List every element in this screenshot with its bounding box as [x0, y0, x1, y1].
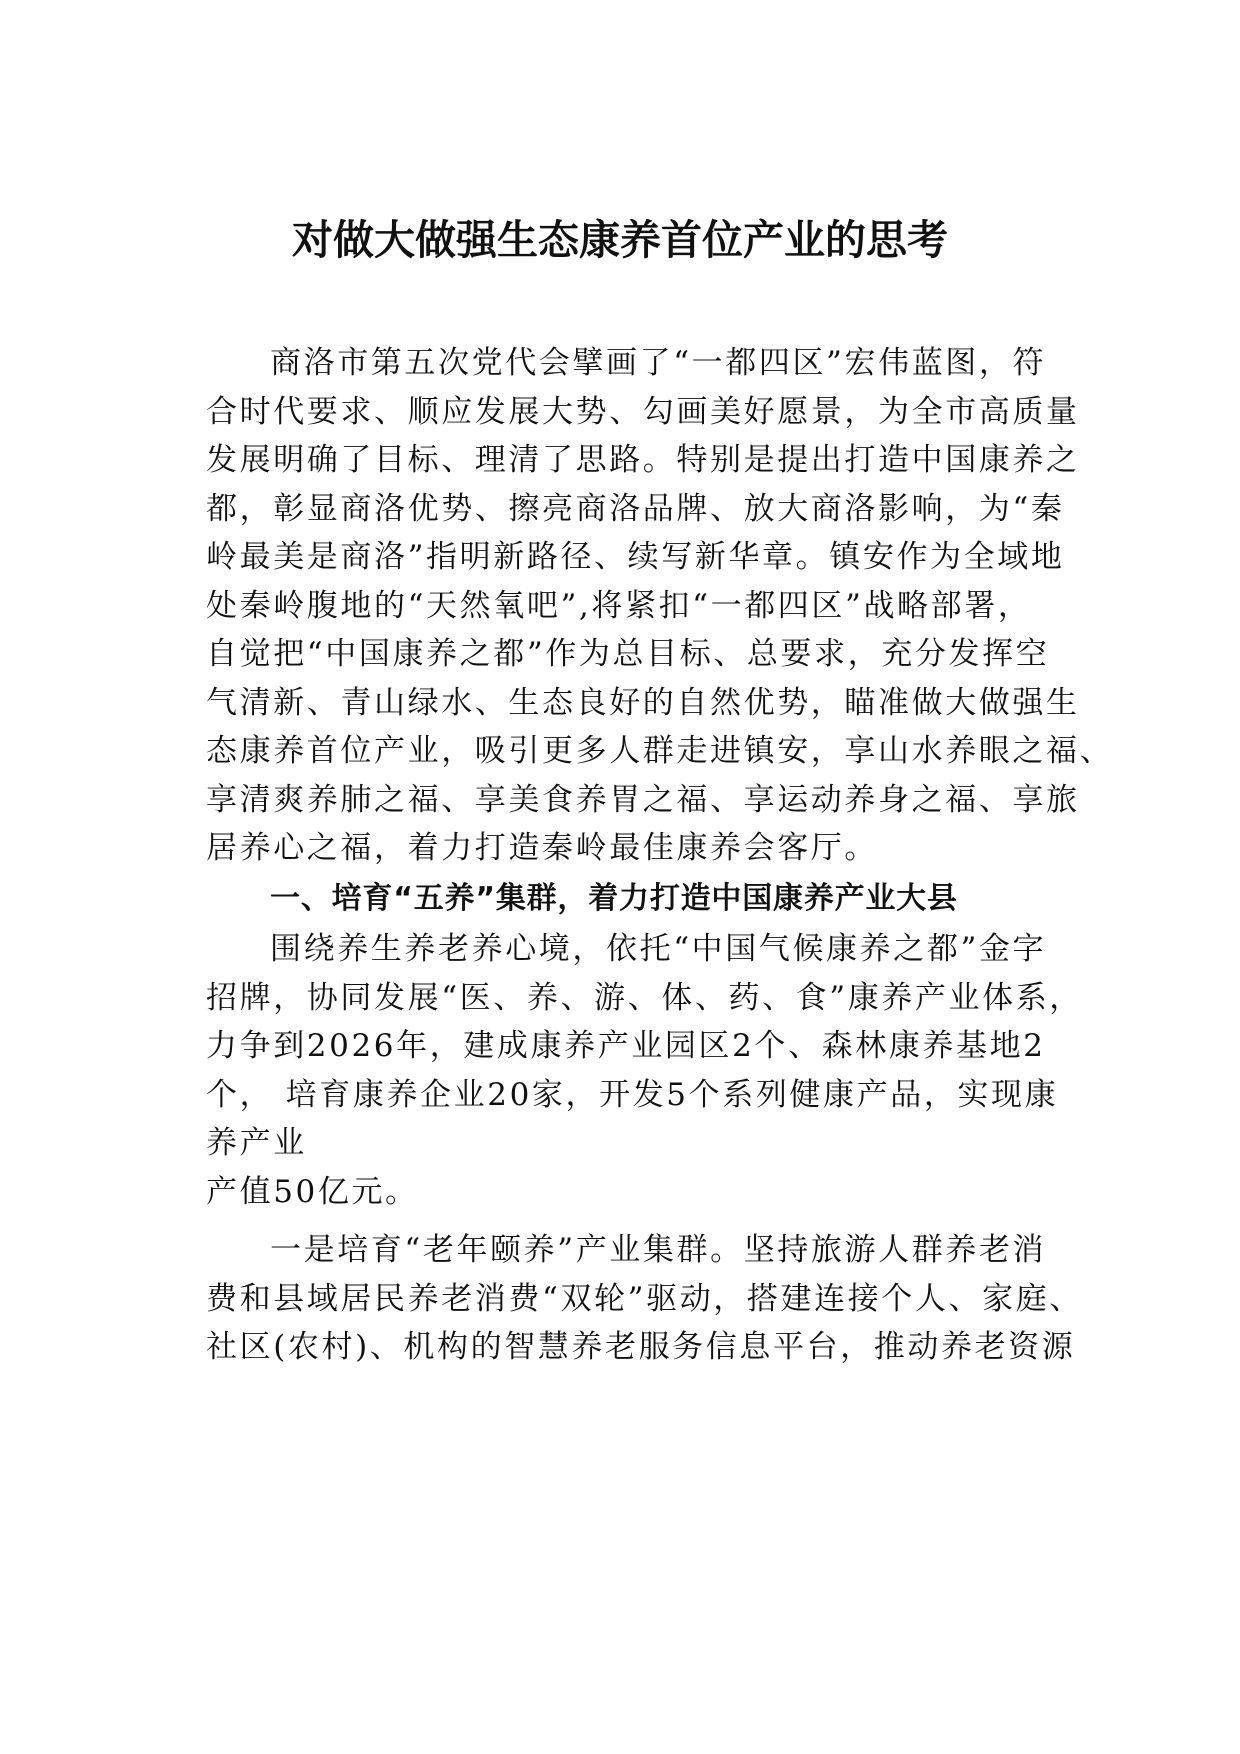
- paragraph-line: 自觉把“中国康养之都”作为总目标、总要求，充分发挥空: [206, 636, 1050, 672]
- paragraph-line: 招牌，协同发展“医、养、游、体、药、食”康养产业体系，: [206, 979, 1083, 1016]
- paragraph-line: 产值50亿元。: [206, 1173, 419, 1210]
- paragraph-line: 一是培育“老年颐养”产业集群。坚持旅游人群养老消: [270, 1232, 1047, 1268]
- paragraph-line: 气清新、青山绿水、生态良好的自然优势，瞄准做大做强生: [206, 684, 1080, 721]
- paragraph-line: 养产业: [206, 1125, 307, 1161]
- paragraph-line: 费和县域居民养老消费“双轮”驱动，搭建连接个人、家庭、: [206, 1280, 1083, 1317]
- paragraph-line: 围绕养生养老养心境，依托“中国气候康养之都”金字: [270, 931, 1047, 967]
- paragraph-line: 享清爽养肺之福、享美食养胃之福、享运动养身之福、享旅: [206, 781, 1080, 818]
- paragraph-line: 合时代要求、顺应发展大势、勾画美好愿景，为全市高质量: [206, 393, 1080, 430]
- paragraph-line: 力争到2026年，建成康养产业园区2个、森林康养基地2: [206, 1028, 1046, 1064]
- paragraph-line: 居养心之福，着力打造秦岭最佳康养会客厅。: [206, 830, 878, 866]
- paragraph-line: 个， 培育康养企业20家，开发5个系列健康产品，实现康: [206, 1076, 1059, 1113]
- point1-paragraph: [206, 1226, 1083, 1372]
- paragraph-line: 发展明确了目标、理清了思路。特别是提出打造中国康养之: [206, 442, 1080, 478]
- section1-paragraph: [206, 925, 1083, 1216]
- document-title: 对做大做强生态康养首位产业的思考: [292, 216, 948, 264]
- paragraph-line: 岭最美是商洛”指明新路径、续写新华章。镇安作为全域地: [206, 539, 1065, 575]
- paragraph-line: 处秦岭腹地的“天然氧吧”,将紧扣“一都四区”战略部署，: [206, 587, 1032, 624]
- paragraph-gap: [206, 1216, 1072, 1226]
- paragraph-line: 都，彰显商洛优势、擦亮商洛品牌、放大商洛影响，为“秦: [206, 490, 1065, 527]
- section-heading: 一、培育“五养”集群，着力打造中国康养产业大县: [270, 880, 958, 916]
- paragraph-line: 社区(农村)、机构的智慧养老服务信息平台，推动养老资源: [206, 1329, 1076, 1365]
- paragraph-line: 态康养首位产业，吸引更多人群走进镇安，享山水养眼之福、: [206, 733, 1114, 769]
- paragraph-line: 商洛市第五次党代会擘画了“一都四区”宏伟蓝图，符: [270, 345, 1047, 381]
- document-body: [206, 339, 1114, 1372]
- intro-paragraph: [206, 339, 1114, 873]
